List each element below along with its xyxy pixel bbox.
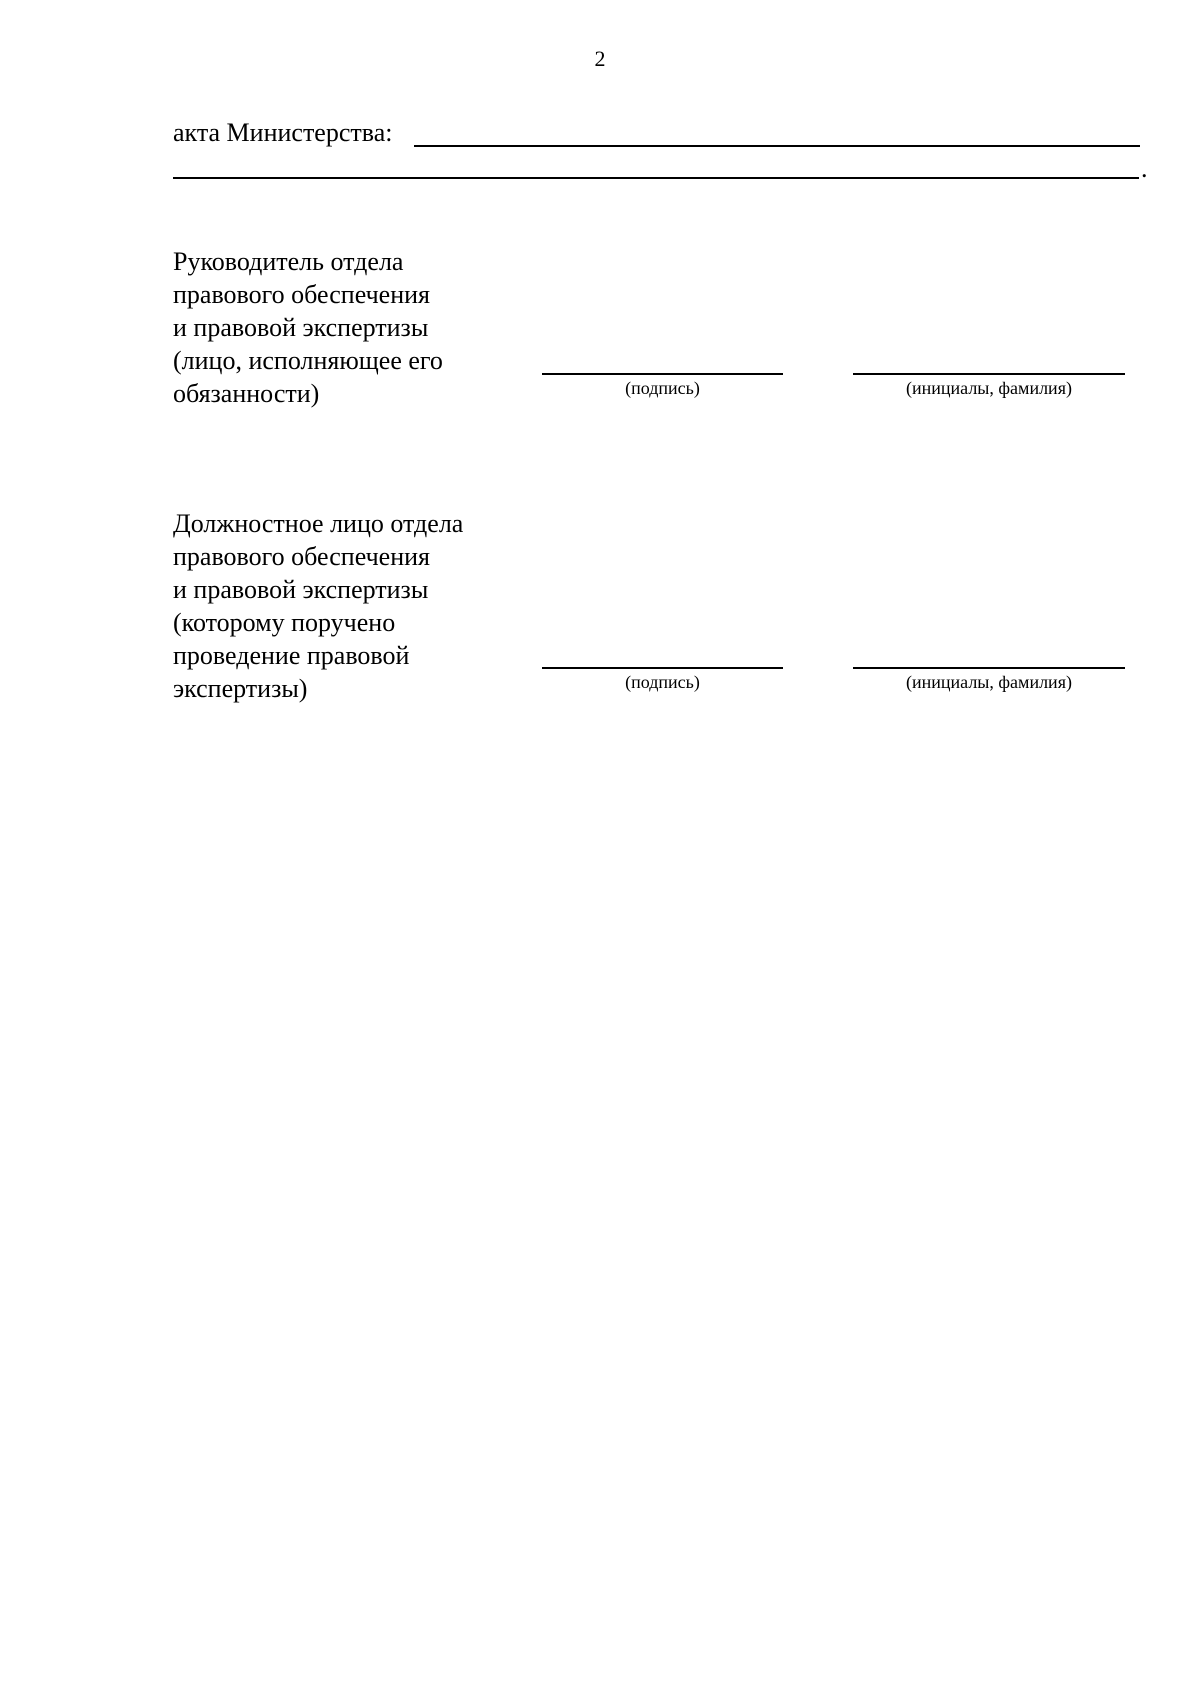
name-caption: (инициалы, фамилия) — [906, 672, 1072, 692]
act-field-end-period: . — [1141, 154, 1148, 183]
act-field-row — [173, 118, 1200, 152]
position-line: (лицо, исполняющее его — [173, 346, 443, 375]
signature-caption: (подпись) — [625, 378, 700, 398]
act-field-blank-line-2 — [173, 177, 1139, 179]
position-line: и правовой экспертизы — [173, 313, 429, 342]
position-line: Руководитель отдела — [173, 247, 404, 276]
name-line — [853, 373, 1125, 375]
position-line: и правовой экспертизы — [173, 575, 429, 604]
signatory-position — [173, 245, 533, 410]
position-line: Должностное лицо отдела — [173, 509, 464, 538]
position-line: обязанности) — [173, 379, 320, 408]
position-line: экспертизы) — [173, 674, 308, 703]
signature-line — [542, 667, 783, 669]
page-number: 2 — [594, 46, 606, 71]
position-line: правового обеспечения — [173, 542, 430, 571]
signature-block-assigned-official — [173, 507, 1133, 707]
signature-block-department-head — [173, 245, 1133, 415]
act-field-label: акта Министерства: — [173, 118, 393, 147]
position-line: проведение правовой — [173, 641, 410, 670]
name-caption: (инициалы, фамилия) — [906, 378, 1072, 398]
position-line: (которому поручено — [173, 608, 396, 637]
act-field-blank-line-1 — [414, 145, 1140, 147]
position-line: правового обеспечения — [173, 280, 430, 309]
signatory-position — [173, 507, 533, 705]
name-line — [853, 667, 1125, 669]
signature-caption: (подпись) — [625, 672, 700, 692]
signature-line — [542, 373, 783, 375]
